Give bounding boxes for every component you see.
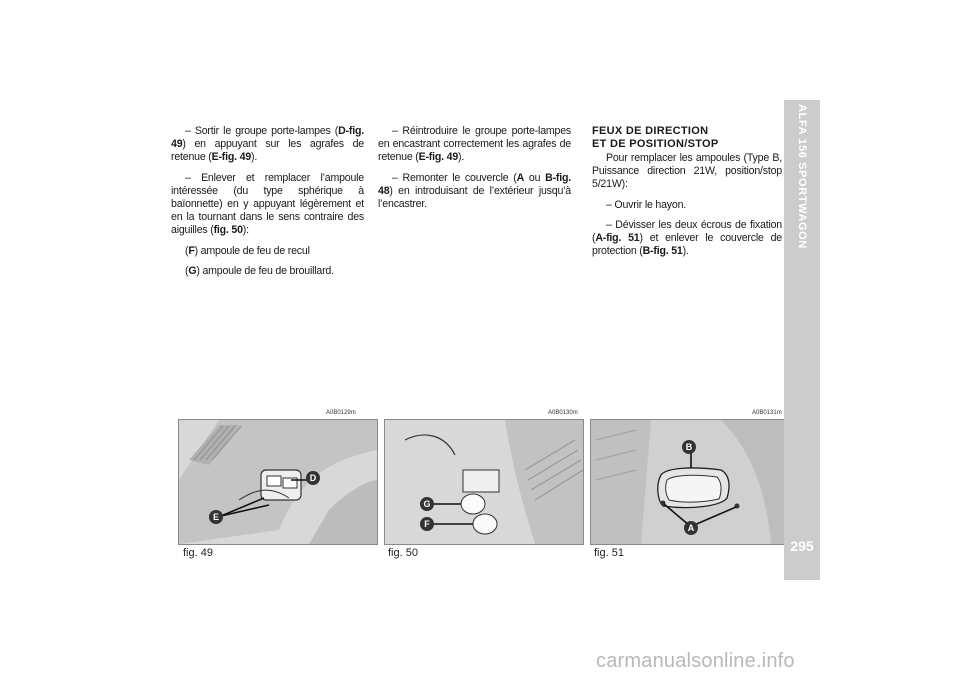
figure-code: A0B0131m (752, 410, 782, 416)
callout-e: E (212, 512, 220, 522)
callout-b: B (685, 442, 693, 452)
page-number: 295 (790, 538, 814, 554)
figure-caption: fig. 49 (183, 547, 213, 559)
text-column-2 (378, 125, 571, 218)
callout-f: F (424, 519, 430, 529)
paragraph: (F) ampoule de feu de recul (185, 244, 310, 257)
figure-caption: fig. 51 (594, 547, 624, 559)
callout-d: D (309, 473, 317, 483)
text-column-3 (592, 125, 782, 265)
paragraph: – Ouvrir le hayon. (606, 198, 687, 211)
paragraph: – Dévisser les deux écrous de fixation (A-fig. 51) et enlever le couvercle de protection (B-fig. 51). (592, 218, 782, 258)
paragraph: Pour remplacer les ampoules (Type B, Puissance direction 21W, position/stop 5/21W): (592, 152, 782, 191)
figure-49-image (178, 419, 378, 545)
callout-g: G (423, 499, 431, 509)
section-heading: FEUX DE DIRECTION ET DE POSITION/STOP (592, 125, 719, 150)
paragraph: – Sortir le groupe porte-lampes (D-fig. 49) en appuyant sur les agrafes de retenue (E-fig. 49). (171, 125, 364, 164)
figure-caption: fig. 50 (388, 547, 418, 559)
paragraph: (G) ampoule de feu de brouillard. (185, 264, 334, 277)
paragraph: – Enlever et remplacer l’ampoule intéressée (du type sphérique à baïonnette) en y appuyant légèrement et en la tournant dans le sens contraire des aiguilles (fig. 50): (171, 171, 364, 237)
paragraph: – Remonter le couvercle (A ou B-fig. 48) en introduisant de l’extérieur jusqu’à l’encastrer. (378, 171, 571, 211)
figure-code: A0B0130m (548, 410, 578, 416)
text-column-1 (171, 125, 364, 285)
paragraph: – Réintroduire le groupe porte-lampes en encastrant correctement les agrafes de retenue (E-fig. 49). (378, 125, 571, 164)
figure-50-image (384, 419, 584, 545)
callout-a: A (687, 523, 695, 533)
figure-code: A0B0129m (326, 410, 356, 416)
sidebar-title: ALFA 156 SPORTWAGON (796, 104, 808, 249)
watermark: carmanualsonline.info (596, 650, 795, 672)
figure-51-image (590, 419, 790, 545)
